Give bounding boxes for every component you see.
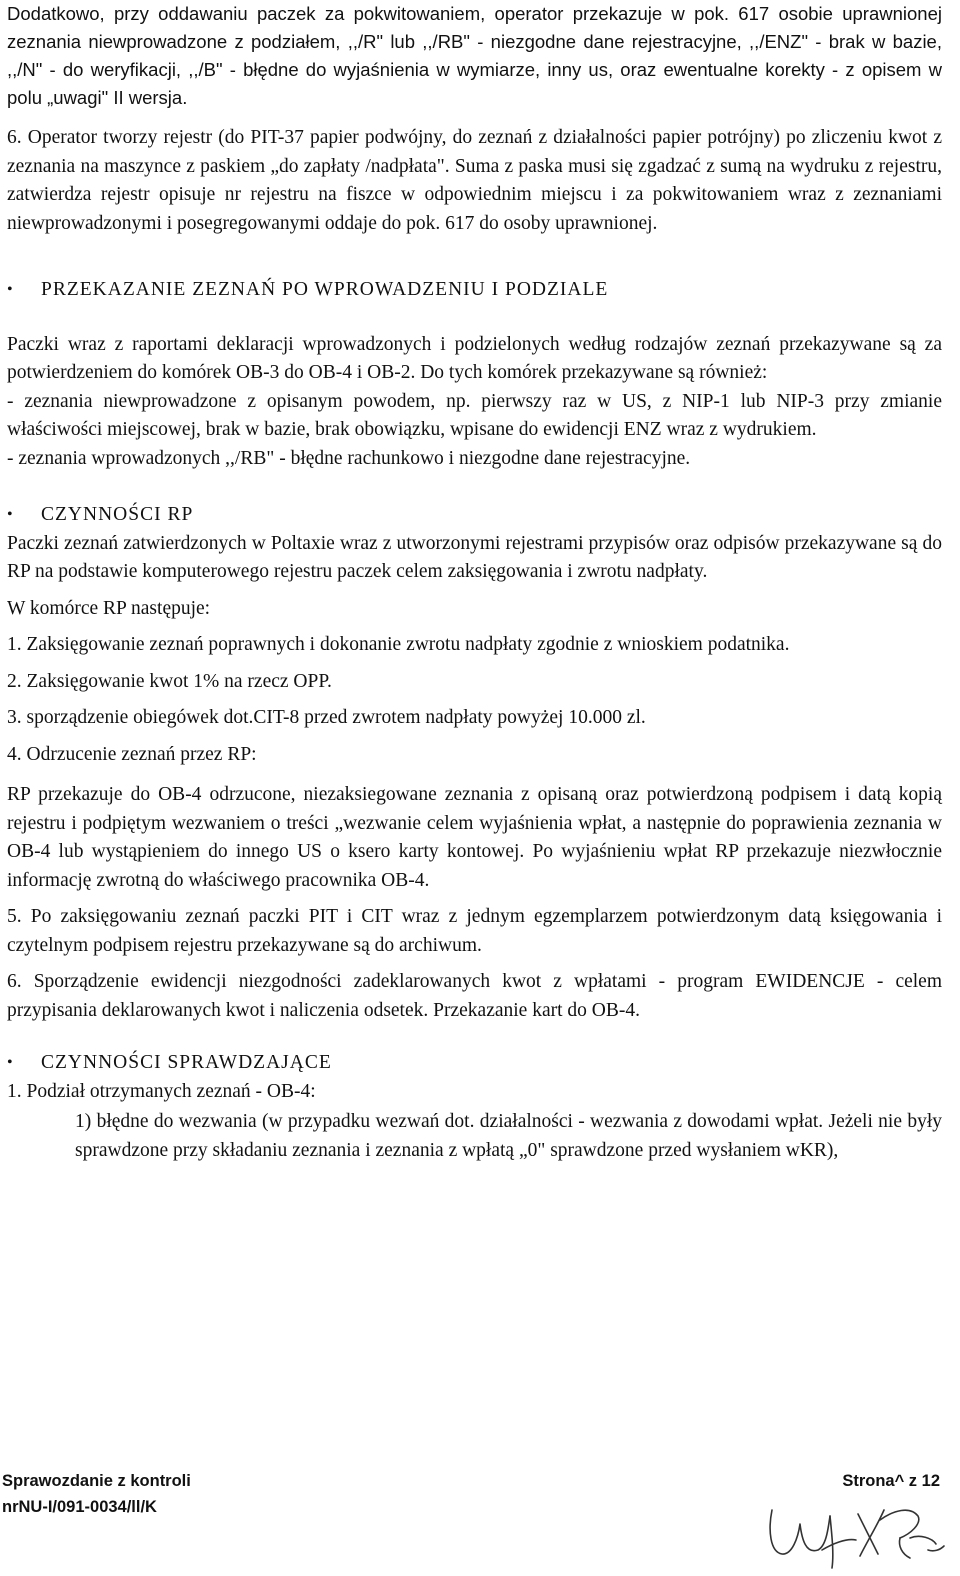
- section-heading-text: CZYNNOŚCI SPRAWDZAJĄCE: [41, 1052, 332, 1073]
- rp-item-2: 2. Zaksięgowanie kwot 1% na rzecz OPP.: [7, 670, 332, 692]
- bullet-icon: •: [7, 506, 14, 523]
- transfer-dash-item-2: - zeznania wprowadzonych ,,/RB" - błędne rachunkowo i niezgodne dane rejestracyjne.: [7, 447, 691, 469]
- intro-paragraph-1: Dodatkowo, przy oddawaniu paczek za pokwitowaniem, operator przekazuje w pok. 617 osobie uprawnionej zeznania niewprowadzone z podziałem, ,,/R" lub ,,/RB" - niezgodne dane rejestracyjne, ,,/ENZ" - brak w bazie, ,,/N" - do weryfikacji, ,,/B" - błędne do wyjaśnienia w wymiarze, inny us, oraz ewentualne korekty - z opisem w polu „uwagi" II wersja.: [7, 3, 942, 108]
- rp-paragraph-1: Paczki zeznań zatwierdzonych w Poltaxie wraz z utworzonymi rejestrami przypisów oraz odpisów przekazywane są do RP na podstawie komputerowego rejestru paczek celem zaksięgowania i zwrotu nadpłaty.: [7, 532, 942, 582]
- rp-item-6: 6. Sporządzenie ewidencji niezgodności zadeklarowanych kwot z wpłatami - program EWIDENCJE - celem przypisania deklarowanych kwot i naliczenia odsetek. Przekazanie kart do OB-4.: [7, 971, 942, 1021]
- intro-paragraph-2: 6. Operator tworzy rejestr (do PIT-37 papier podwójny, do zeznań z działalności papier potrójny) po zliczeniu kwot z zeznania na maszynce z paskiem „do zapłaty /nadpłata". Suma z paska musi się zgadzać z sumą na wydruku z rejestru, zatwierdza rejestr opisuje nr rejestru na fiszce w odpowiednim miejscu i za pokwitowaniem wraz z zeznaniami niewprowadzonymi i posegregowanymi oddaje do pok. 617 do osoby uprawnionej.: [7, 127, 942, 234]
- footer-title: Sprawozdanie z kontroli: [2, 1472, 191, 1490]
- signature-icon: [760, 1480, 955, 1570]
- rp-item-1: 1. Zaksięgowanie zeznań poprawnych i dokonanie zwrotu nadpłaty zgodnie z wnioskiem podatnika.: [7, 634, 790, 655]
- bullet-icon: •: [7, 1054, 14, 1071]
- bullet-icon: •: [7, 281, 14, 298]
- rp-item-4: 4. Odrzucenie zeznań przez RP:: [7, 743, 257, 765]
- checks-item-1: 1. Podział otrzymanych zeznań - OB-4:: [7, 1080, 316, 1102]
- rp-paragraph-3: RP przekazuje do OB-4 odrzucone, niezaksiegowane zeznania z opisaną oraz potwierdzoną podpisem i datą kopią rejestru i podpiętym wezwaniem o treści „wezwanie celem wyjaśnienia wpłat, a następnie do poprawienia zeznania w OB-4 lub wystąpieniem do innego US o ksero karty kontowej. Po wyjaśnieniu wpłat RP przekazuje niezwłocznie informację zwrotną do właściwego pracownika OB-4.: [7, 784, 942, 891]
- footer-number: nrNU-I/091-0034/ll/K: [2, 1498, 157, 1516]
- transfer-paragraph: Paczki wraz z raportami deklaracji wprowadzonych i podzielonych według rodzajów zeznań przekazywane są za potwierdzeniem do komórek OB-3 do OB-4 i OB-2. Do tych komórek przekazywane są również:: [7, 333, 942, 383]
- section-heading-checks: [7, 1049, 942, 1078]
- section-heading-rp: [7, 501, 942, 530]
- rp-paragraph-2: W komórce RP następuje:: [7, 597, 211, 619]
- section-heading-text: PRZEKAZANIE ZEZNAŃ PO WPROWADZENIU I PODZIALE: [41, 279, 609, 300]
- footer-page-number: Strona^ z 12: [842, 1472, 940, 1490]
- transfer-dash-item-1: - zeznania niewprowadzone z opisanym powodem, np. pierwszy raz w US, z NIP-1 lub NIP-3 przy zmianie właściwości miejscowej, brak w bazie, brak obowiązku, wpisane do ewidencji ENZ wraz z wydrukiem.: [7, 390, 942, 440]
- checks-sub-item-1: 1) błędne do wezwania (w przypadku wezwań dot. działalności - wezwania z dowodami wpłat. Jeżeli nie były sprawdzone przy składaniu zeznania i zeznania z wpłatą „0" sprawdzone przed wysłaniem wKR),: [75, 1111, 942, 1161]
- rp-item-5: 5. Po zaksięgowaniu zeznań paczki PIT i CIT wraz z jednym egzemplarzem potwierdzonym datą księgowania i czytelnym podpisem rejestru przekazywane są do archiwum.: [7, 906, 942, 956]
- section-heading-text: CZYNNOŚCI RP: [41, 504, 194, 525]
- rp-item-3: 3. sporządzenie obiegówek dot.CIT-8 przed zwrotem nadpłaty powyżej 10.000 zl.: [7, 707, 646, 728]
- section-heading-transfer: [7, 276, 942, 305]
- footer-report-info: [2, 1468, 191, 1520]
